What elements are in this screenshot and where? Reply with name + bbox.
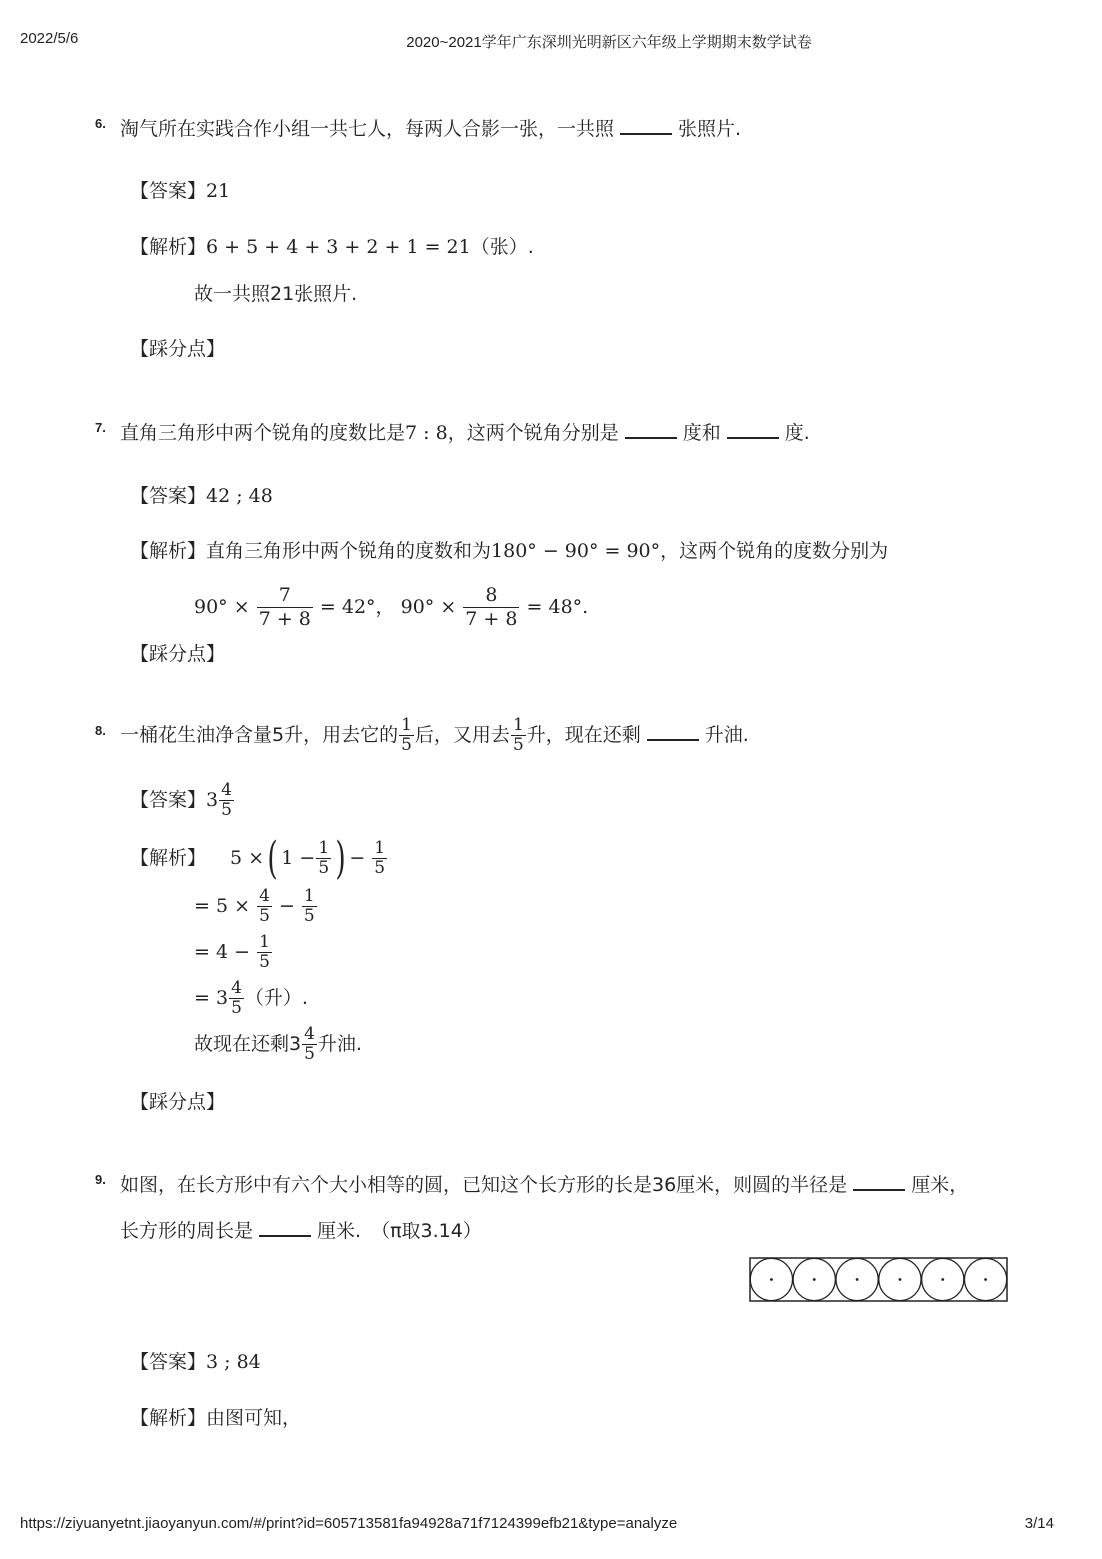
fraction-numerator: 1 — [512, 715, 524, 735]
fraction-denominator: 5 — [303, 906, 315, 926]
circle-center-dot — [941, 1278, 944, 1281]
answer-value: 42 ; 48 — [206, 485, 273, 507]
fraction-denominator: 5 — [318, 858, 330, 878]
circle-center-dot — [813, 1278, 816, 1281]
math-expression: 90° × — [400, 596, 457, 618]
scoring-points-label: 【踩分点】 — [130, 338, 226, 360]
question-9-line-1 — [120, 1173, 968, 1197]
analysis-label: 【解析】 — [130, 1407, 207, 1429]
answer-blank — [259, 1233, 311, 1237]
left-paren: ( — [267, 832, 278, 884]
analysis-calculation — [194, 584, 588, 631]
fraction — [316, 839, 331, 878]
question-6-text — [120, 117, 741, 141]
answer-label: 【答案】 — [130, 789, 207, 811]
question-text: 升油. — [704, 724, 749, 746]
conclusion-line — [194, 1024, 362, 1064]
ratio-expression: 7 : 8 — [405, 422, 448, 444]
analysis-label: 【解析】 — [130, 847, 207, 869]
math-expression: − — [278, 895, 295, 917]
analysis-line — [130, 235, 534, 259]
analysis-label: 【解析】 — [130, 236, 207, 258]
analysis-step — [194, 932, 273, 972]
question-number: 9. — [95, 1172, 106, 1187]
answer-label: 【答案】 — [130, 1351, 207, 1373]
fraction — [302, 887, 317, 926]
question-8-text — [120, 715, 749, 755]
analysis-text: 直角三角形中两个锐角的度数和为 — [206, 540, 492, 562]
math-expression: 180° − 90° = 90° — [491, 540, 661, 562]
question-text: 度和 — [682, 422, 721, 444]
fraction-numerator: 1 — [259, 932, 270, 952]
answer-label: 【答案】 — [130, 180, 207, 202]
fraction-denominator: 7 + 8 — [465, 608, 518, 630]
analysis-text: 由图可知， — [206, 1407, 302, 1429]
math-expression: = 4 − — [194, 941, 251, 963]
fraction-denominator: 5 — [231, 998, 242, 1018]
analysis-step — [194, 978, 308, 1018]
unit-text: （张）. — [470, 236, 534, 258]
circle-center-dot — [770, 1278, 773, 1281]
math-expression: 5 × — [230, 847, 265, 869]
fraction-denominator: 5 — [304, 1044, 315, 1064]
answer-line — [130, 484, 273, 508]
math-expression: = 3 — [194, 987, 229, 1009]
fraction-numerator: 4 — [259, 886, 270, 906]
conclusion-text: 升油. — [317, 1033, 362, 1055]
fraction-denominator: 5 — [512, 735, 524, 755]
answer-label: 【答案】 — [130, 485, 207, 507]
fraction-denominator: 5 — [259, 906, 270, 926]
math-expression: = 5 × — [194, 895, 251, 917]
print-date: 2022/5/6 — [20, 30, 79, 47]
fraction — [257, 584, 313, 631]
circle-center-dot — [899, 1278, 902, 1281]
fraction-numerator: 4 — [221, 780, 232, 800]
question-9-line-2 — [120, 1219, 482, 1243]
answer-line — [130, 1350, 261, 1374]
circles-group — [750, 1258, 1006, 1300]
analysis-step — [194, 886, 318, 926]
fraction-numerator: 1 — [374, 838, 386, 858]
answer-whole: 3 — [206, 789, 219, 811]
answer-line — [130, 780, 235, 820]
question-text: 淘气所在实践合作小组一共七人，每两人合影一张，一共照 — [120, 118, 615, 140]
answer-line — [130, 179, 230, 203]
answer-value: 3 ; 84 — [206, 1351, 261, 1373]
answer-blank — [620, 131, 672, 135]
answer-blank — [647, 737, 699, 741]
math-expression: − — [349, 847, 366, 869]
answer-value: 21 — [206, 180, 231, 202]
question-text: 度. — [784, 422, 810, 444]
question-text: 张照片. — [678, 118, 742, 140]
math-expression: 90° × — [194, 596, 250, 618]
fraction-numerator: 1 — [318, 838, 330, 858]
fraction — [257, 933, 272, 972]
fraction — [372, 839, 387, 878]
fraction-denominator: 5 — [259, 952, 270, 972]
question-number: 8. — [95, 723, 106, 738]
math-expression: 6 + 5 + 4 + 3 + 2 + 1 = 21 — [206, 236, 471, 258]
fraction — [463, 584, 519, 631]
fraction — [229, 979, 244, 1018]
answer-blank — [727, 435, 779, 439]
scoring-points-label: 【踩分点】 — [130, 1091, 226, 1113]
fraction — [511, 716, 526, 755]
page-title: 2020~2021学年广东深圳光明新区六年级上学期期末数学试卷 — [406, 34, 812, 51]
analysis-label: 【解析】 — [130, 540, 207, 562]
unit-text: （升）. — [244, 987, 308, 1009]
answer-blank — [853, 1187, 905, 1191]
pi-note: （π取3.14） — [371, 1220, 482, 1242]
math-expression: = 42°， — [319, 596, 395, 618]
circle-center-dot — [984, 1278, 987, 1281]
question-text: 长方形的周长是 — [120, 1220, 254, 1242]
fraction-numerator: 7 — [278, 584, 291, 606]
question-number: 6. — [95, 116, 106, 131]
analysis-line — [130, 539, 888, 563]
fraction — [302, 1025, 317, 1064]
fraction-numerator: 1 — [303, 886, 315, 906]
analysis-line — [130, 1406, 301, 1430]
question-text: 一桶花生油净含量5升，用去它的 — [120, 724, 399, 746]
fraction-numerator: 8 — [485, 584, 498, 606]
fraction-numerator: 4 — [304, 1024, 315, 1044]
fraction — [399, 716, 414, 755]
question-text: 后，又用去 — [414, 724, 510, 746]
rectangle-with-circles-figure — [749, 1257, 1008, 1302]
right-paren: ) — [335, 832, 346, 884]
fraction — [257, 887, 272, 926]
question-text: 厘米. — [317, 1220, 362, 1242]
question-number: 7. — [95, 420, 106, 435]
conclusion-text: 故一共照21张照片. — [194, 283, 358, 305]
analysis-text: ，这两个锐角的度数分别为 — [660, 540, 889, 562]
question-text: 厘米， — [911, 1174, 969, 1196]
fraction-numerator: 4 — [231, 978, 242, 998]
answer-blank — [625, 435, 677, 439]
page-url: https://ziyuanyetnt.jiaoyanyun.com/#/print?id=605713581fa94928a71f7124399efb21&type=analyze — [20, 1515, 678, 1532]
fraction-denominator: 7 + 8 — [258, 608, 311, 630]
page-number: 3/14 — [1024, 1515, 1054, 1532]
question-text: 如图，在长方形中有六个大小相等的圆，已知这个长方形的长是36厘米，则圆的半径是 — [120, 1174, 848, 1196]
fraction-denominator: 5 — [221, 800, 232, 820]
analysis-line — [130, 832, 388, 884]
question-text: 直角三角形中两个锐角的度数比是 — [120, 422, 406, 444]
fraction-denominator: 5 — [374, 858, 386, 878]
scoring-points-label: 【踩分点】 — [130, 643, 226, 665]
math-expression: = 48°. — [526, 596, 589, 618]
question-7-text — [120, 421, 810, 445]
question-text: 升，现在还剩 — [526, 724, 641, 746]
math-expression: 1 − — [281, 847, 316, 869]
circle-center-dot — [856, 1278, 859, 1281]
conclusion-text: 故现在还剩3 — [194, 1033, 302, 1055]
question-text: ，这两个锐角分别是 — [447, 422, 619, 444]
fraction — [219, 781, 234, 820]
fraction-denominator: 5 — [401, 735, 412, 755]
fraction-numerator: 1 — [401, 715, 412, 735]
